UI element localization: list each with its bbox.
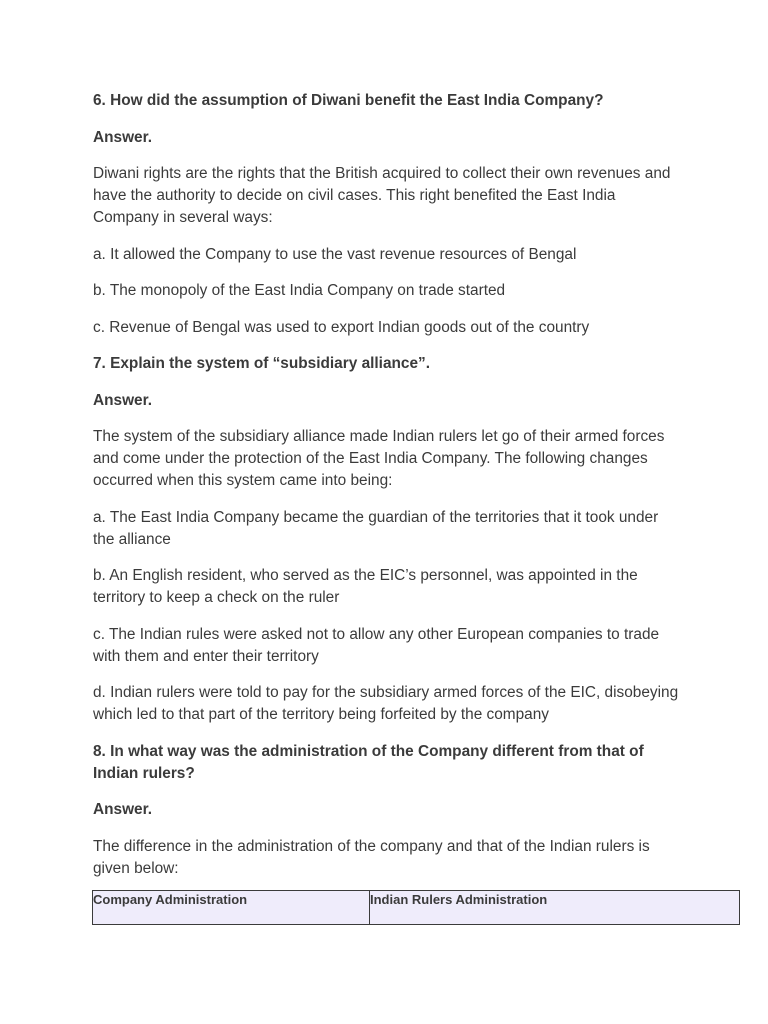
answer-7-point-b: b. An English resident, who served as the EIC’s personnel, was appointed in the territory to keep a check on the ruler bbox=[93, 567, 638, 606]
answer-7-intro: The system of the subsidiary alliance made Indian rulers let go of their armed forces and come under the protection of the East India Company. The following changes occurred when this system came into being: bbox=[93, 428, 665, 489]
question-7: 7. Explain the system of “subsidiary alliance”. bbox=[93, 355, 431, 372]
answer-label-8: Answer. bbox=[93, 801, 153, 818]
document-body bbox=[93, 90, 683, 894]
answer-6-intro: Diwani rights are the rights that the British acquired to collect their own revenues and have the authority to decide on civil cases. This right benefited the East India Company in several ways: bbox=[93, 165, 671, 226]
table-header-company: Company Administration bbox=[93, 891, 370, 924]
table-header-indian-rulers: Indian Rulers Administration bbox=[370, 892, 548, 907]
answer-6-point-a: a. It allowed the Company to use the vast revenue resources of Bengal bbox=[93, 245, 577, 263]
answer-6-point-b: b. The monopoly of the East India Company on trade started bbox=[93, 282, 506, 299]
answer-label-6: Answer. bbox=[93, 128, 153, 146]
answer-6-point-c: c. Revenue of Bengal was used to export Indian goods out of the country bbox=[93, 318, 590, 336]
answer-7-point-c: c. The Indian rules were asked not to allow any other European companies to trade with them and enter their territory bbox=[93, 625, 660, 665]
answer-label-7: Answer. bbox=[93, 391, 153, 409]
question-8: 8. In what way was the administration of the Company different from that of Indian rulers? bbox=[93, 742, 644, 782]
comparison-table bbox=[92, 890, 740, 925]
answer-7-point-a: a. The East India Company became the guardian of the territories that it took under the alliance bbox=[93, 508, 659, 548]
answer-7-point-d: d. Indian rulers were told to pay for the subsidiary armed forces of the EIC, disobeying which led to that part of the territory being forfeited by the company bbox=[93, 684, 679, 723]
question-6: 6. How did the assumption of Diwani benefit the East India Company? bbox=[93, 92, 604, 109]
answer-8-intro: The difference in the administration of the company and that of the Indian rulers is given below: bbox=[93, 837, 650, 877]
